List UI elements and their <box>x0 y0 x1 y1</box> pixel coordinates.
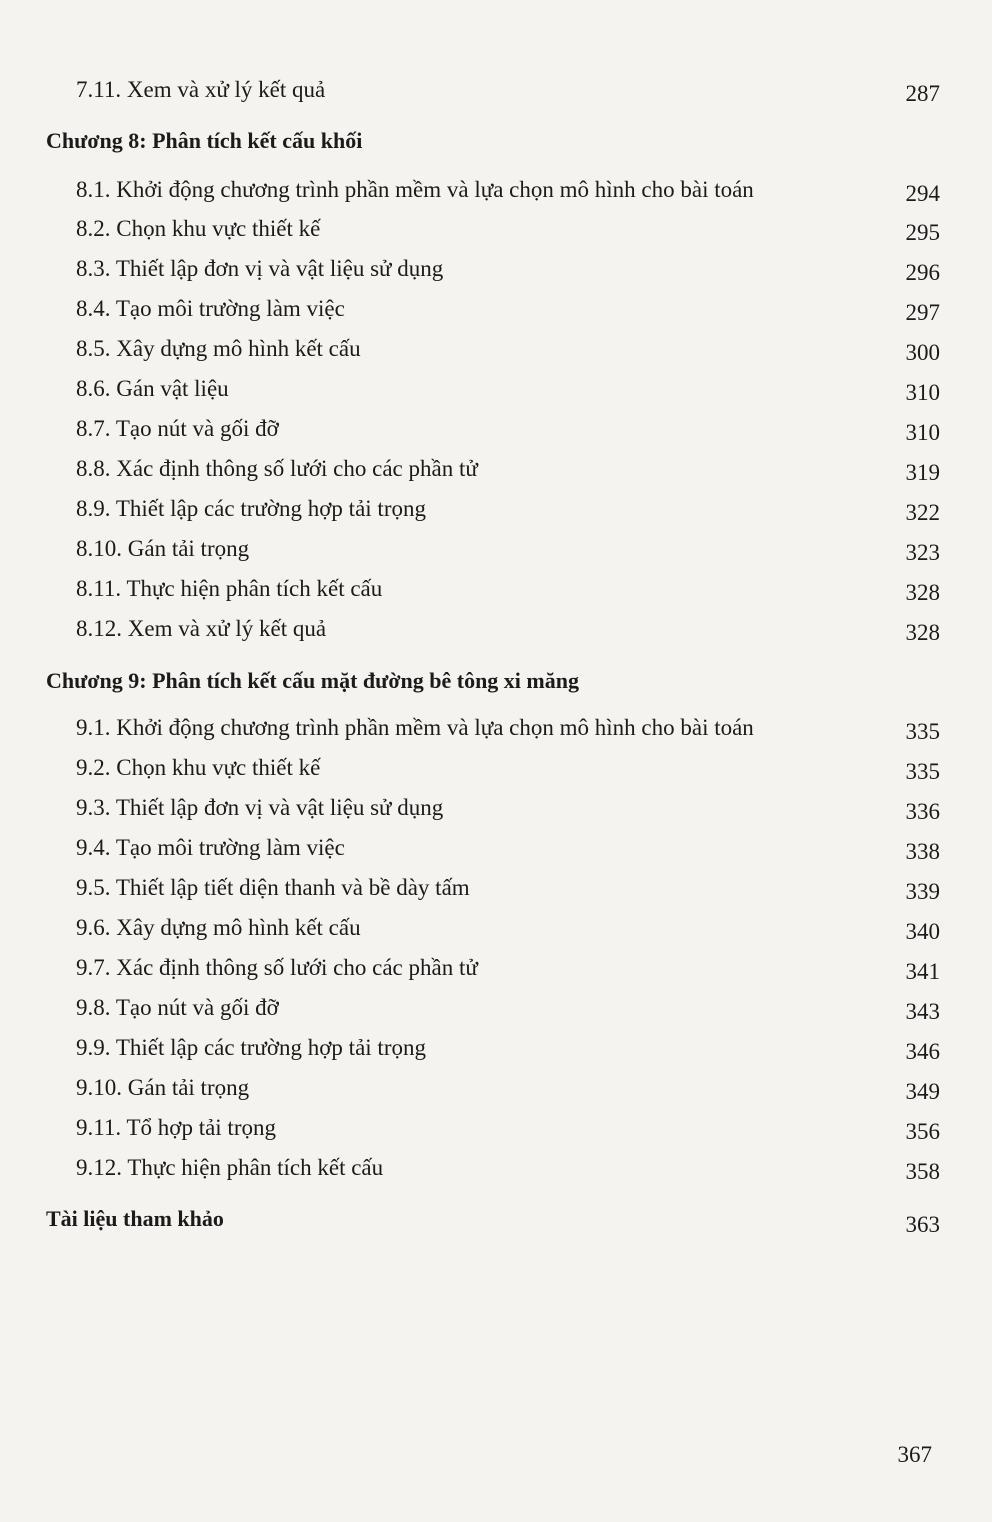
toc-entry-title: 8.4. Tạo môi trường làm việc <box>76 296 345 321</box>
toc-chapter-heading: Tài liệu tham khảo <box>46 1206 224 1231</box>
toc-page-number: 340 <box>905 919 940 944</box>
toc-entry-title: 8.9. Thiết lập các trường hợp tải trọng <box>76 496 426 521</box>
toc-page-number: 300 <box>905 340 940 365</box>
toc-entry-title: 8.2. Chọn khu vực thiết kế <box>76 216 321 241</box>
toc-page-number: 297 <box>905 300 940 325</box>
toc-entry-title: 8.12. Xem và xử lý kết quả <box>76 616 327 641</box>
toc-page-number: 336 <box>905 799 940 824</box>
toc-page-number: 341 <box>905 959 940 984</box>
toc-page-number: 356 <box>905 1119 940 1144</box>
toc-entry-title: 9.5. Thiết lập tiết diện thanh và bề dày tấm <box>76 875 470 900</box>
toc-page-number: 310 <box>905 420 940 445</box>
toc-page-number: 328 <box>905 620 940 645</box>
toc-entry-title: 9.10. Gán tải trọng <box>76 1075 250 1100</box>
toc-page-number: 319 <box>905 460 940 485</box>
toc-chapter-heading: Chương 9: Phân tích kết cấu mặt đường bê tông xi măng <box>46 668 579 693</box>
toc-page-number: 343 <box>905 999 940 1024</box>
toc-entry-title: 9.9. Thiết lập các trường hợp tải trọng <box>76 1035 426 1060</box>
toc-entry-title: 8.10. Gán tải trọng <box>76 536 250 561</box>
toc-page-number: 294 <box>905 181 940 206</box>
toc-entry-title: 7.11. Xem và xử lý kết quả <box>76 77 326 102</box>
toc-entry-title: 8.1. Khởi động chương trình phần mềm và lựa chọn mô hình cho bài toán <box>76 177 754 202</box>
toc-chapter-heading: Chương 8: Phân tích kết cấu khối <box>46 128 363 153</box>
toc-page-number: 295 <box>905 220 940 245</box>
toc-entry-title: 8.3. Thiết lập đơn vị và vật liệu sử dụng <box>76 256 444 281</box>
toc-page-number: 310 <box>905 380 940 405</box>
toc-page-number: 358 <box>905 1159 940 1184</box>
toc-entry-title: 9.2. Chọn khu vực thiết kế <box>76 755 321 780</box>
toc-page-number: 335 <box>905 719 940 744</box>
toc-page-number: 323 <box>905 540 940 565</box>
toc-page-number: 339 <box>905 879 940 904</box>
toc-page-number: 322 <box>905 500 940 525</box>
toc-entry-title: 9.6. Xây dựng mô hình kết cấu <box>76 915 361 940</box>
toc-page-number: 335 <box>905 759 940 784</box>
toc-entry-title: 9.4. Tạo môi trường làm việc <box>76 835 345 860</box>
toc-page-number: 349 <box>905 1079 940 1104</box>
toc-entry-title: 8.5. Xây dựng mô hình kết cấu <box>76 336 361 361</box>
toc-entry-title: 9.3. Thiết lập đơn vị và vật liệu sử dụng <box>76 795 444 820</box>
toc-page-number: 338 <box>905 839 940 864</box>
toc-entry-title: 8.11. Thực hiện phân tích kết cấu <box>76 576 383 601</box>
toc-page-number: 328 <box>905 580 940 605</box>
toc-entry-title: 9.8. Tạo nút và gối đỡ <box>76 995 279 1020</box>
toc-entry-title: 8.8. Xác định thông số lưới cho các phần tử <box>76 456 478 481</box>
toc-page-number: 346 <box>905 1039 940 1064</box>
toc-entry-title: 8.7. Tạo nút và gối đỡ <box>76 416 279 441</box>
toc-entry-title: 9.12. Thực hiện phân tích kết cấu <box>76 1155 384 1180</box>
toc-page-number: 296 <box>905 260 940 285</box>
toc-entry-title: 8.6. Gán vật liệu <box>76 376 229 401</box>
toc-entry-title: 9.7. Xác định thông số lưới cho các phần tử <box>76 955 478 980</box>
toc-page-number: 287 <box>905 81 940 106</box>
page-number: 367 <box>897 1442 932 1467</box>
toc-entry-title: 9.11. Tổ hợp tải trọng <box>76 1115 276 1140</box>
toc-page-number: 363 <box>905 1212 940 1237</box>
toc-entry-title: 9.1. Khởi động chương trình phần mềm và lựa chọn mô hình cho bài toán <box>76 715 754 740</box>
